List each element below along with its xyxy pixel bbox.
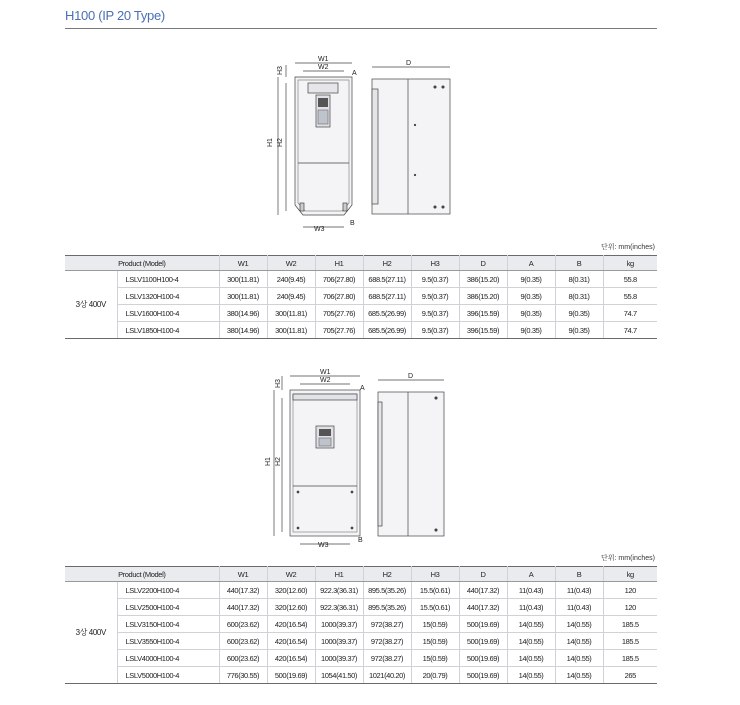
w2-cell: 320(12.60) <box>267 582 315 599</box>
h1-cell: 1000(39.37) <box>315 650 363 667</box>
h2-cell: 1021(40.20) <box>363 667 411 684</box>
col-w1: W1 <box>219 567 267 582</box>
col-kg: kg <box>603 567 657 582</box>
d-cell: 386(15.20) <box>459 288 507 305</box>
table-row <box>65 650 657 667</box>
kg-cell: 185.5 <box>603 650 657 667</box>
page-title: H100 (IP 20 Type) <box>65 8 165 23</box>
h2-cell: 685.5(26.99) <box>363 305 411 322</box>
table-header-row <box>65 567 657 582</box>
b-cell: 9(0.35) <box>555 322 603 339</box>
model-cell: LSLV1100H100-4 <box>117 271 219 288</box>
w1-cell: 600(23.62) <box>219 650 267 667</box>
w1-cell: 380(14.96) <box>219 322 267 339</box>
model-cell: LSLV1600H100-4 <box>117 305 219 322</box>
w2-cell: 320(12.60) <box>267 599 315 616</box>
table-row <box>65 305 657 322</box>
kg-cell: 120 <box>603 599 657 616</box>
d-cell: 440(17.32) <box>459 582 507 599</box>
model-cell: LSLV3550H100-4 <box>117 633 219 650</box>
model-cell: LSLV4000H100-4 <box>117 650 219 667</box>
model-cell: LSLV1850H100-4 <box>117 322 219 339</box>
a-cell: 11(0.43) <box>507 599 555 616</box>
d-cell: 500(19.69) <box>459 650 507 667</box>
h2-cell: 685.5(26.99) <box>363 322 411 339</box>
h3-cell: 9.5(0.37) <box>411 271 459 288</box>
dimension-drawing-large-frame <box>260 368 470 548</box>
dim-h1-label: H1 <box>267 138 274 147</box>
w2-cell: 240(9.45) <box>267 271 315 288</box>
b-cell: 11(0.43) <box>555 582 603 599</box>
dim-h1-label: H1 <box>265 457 272 466</box>
h3-cell: 20(0.79) <box>411 667 459 684</box>
h3-cell: 15(0.59) <box>411 650 459 667</box>
b-cell: 8(0.31) <box>555 288 603 305</box>
col-product: Product (Model) <box>65 567 219 582</box>
a-cell: 9(0.35) <box>507 305 555 322</box>
h2-cell: 972(38.27) <box>363 650 411 667</box>
a-cell: 9(0.35) <box>507 271 555 288</box>
a-cell: 9(0.35) <box>507 322 555 339</box>
table-row <box>65 288 657 305</box>
kg-cell: 55.8 <box>603 271 657 288</box>
h3-cell: 15.5(0.61) <box>411 582 459 599</box>
voltage-group: 3상 400V <box>65 271 117 339</box>
dim-w3-label: W3 <box>314 226 325 233</box>
dim-b-label: B <box>358 537 363 544</box>
col-product: Product (Model) <box>65 256 219 271</box>
h3-cell: 15.5(0.61) <box>411 599 459 616</box>
col-b: B <box>555 567 603 582</box>
d-cell: 500(19.69) <box>459 616 507 633</box>
col-d: D <box>459 567 507 582</box>
dim-b-label: B <box>350 220 355 227</box>
h2-cell: 688.5(27.11) <box>363 288 411 305</box>
b-cell: 14(0.55) <box>555 667 603 684</box>
spec-table-2 <box>65 566 657 684</box>
col-b: B <box>555 256 603 271</box>
kg-cell: 55.8 <box>603 288 657 305</box>
unit-note: 단위: mm(inches) <box>601 244 655 251</box>
col-w1: W1 <box>219 256 267 271</box>
model-cell: LSLV1320H100-4 <box>117 288 219 305</box>
col-w2: W2 <box>267 567 315 582</box>
d-cell: 440(17.32) <box>459 599 507 616</box>
w2-cell: 500(19.69) <box>267 667 315 684</box>
h1-cell: 1054(41.50) <box>315 667 363 684</box>
kg-cell: 74.7 <box>603 305 657 322</box>
h2-cell: 972(38.27) <box>363 616 411 633</box>
w1-cell: 600(23.62) <box>219 633 267 650</box>
w1-cell: 440(17.32) <box>219 582 267 599</box>
b-cell: 8(0.31) <box>555 271 603 288</box>
h2-cell: 895.5(35.26) <box>363 582 411 599</box>
h1-cell: 922.3(36.31) <box>315 599 363 616</box>
col-h1: H1 <box>315 256 363 271</box>
w1-cell: 300(11.81) <box>219 288 267 305</box>
col-h3: H3 <box>411 256 459 271</box>
h1-cell: 1000(39.37) <box>315 616 363 633</box>
dim-w2-label: W2 <box>318 64 329 71</box>
title-divider <box>65 28 657 29</box>
table-row <box>65 667 657 684</box>
voltage-group: 3상 400V <box>65 582 117 684</box>
col-a: A <box>507 567 555 582</box>
col-kg: kg <box>603 256 657 271</box>
h1-cell: 706(27.80) <box>315 271 363 288</box>
a-cell: 14(0.55) <box>507 633 555 650</box>
col-a: A <box>507 256 555 271</box>
d-cell: 396(15.59) <box>459 322 507 339</box>
h3-cell: 15(0.59) <box>411 633 459 650</box>
h3-cell: 9.5(0.37) <box>411 322 459 339</box>
col-h2: H2 <box>363 567 411 582</box>
a-cell: 14(0.55) <box>507 616 555 633</box>
d-cell: 500(19.69) <box>459 633 507 650</box>
table-header-row <box>65 256 657 271</box>
col-h2: H2 <box>363 256 411 271</box>
table-row <box>65 271 657 288</box>
dim-h3-label: H3 <box>275 379 282 388</box>
h2-cell: 972(38.27) <box>363 633 411 650</box>
col-h3: H3 <box>411 567 459 582</box>
d-cell: 396(15.59) <box>459 305 507 322</box>
w1-cell: 776(30.55) <box>219 667 267 684</box>
w1-cell: 300(11.81) <box>219 271 267 288</box>
dim-w2-label: W2 <box>320 377 331 384</box>
dim-w3-label: W3 <box>318 542 329 548</box>
unit-note: 단위: mm(inches) <box>601 555 655 562</box>
model-cell: LSLV3150H100-4 <box>117 616 219 633</box>
b-cell: 14(0.55) <box>555 650 603 667</box>
model-cell: LSLV5000H100-4 <box>117 667 219 684</box>
table-row <box>65 322 657 339</box>
table-row <box>65 582 657 599</box>
dim-w1-label: W1 <box>318 56 329 63</box>
dim-a-label: A <box>352 70 357 77</box>
col-w2: W2 <box>267 256 315 271</box>
w2-cell: 420(16.54) <box>267 616 315 633</box>
kg-cell: 185.5 <box>603 633 657 650</box>
table-row <box>65 616 657 633</box>
w1-cell: 440(17.32) <box>219 599 267 616</box>
a-cell: 14(0.55) <box>507 667 555 684</box>
w2-cell: 300(11.81) <box>267 322 315 339</box>
model-cell: LSLV2200H100-4 <box>117 582 219 599</box>
w2-cell: 420(16.54) <box>267 633 315 650</box>
d-cell: 500(19.69) <box>459 667 507 684</box>
col-d: D <box>459 256 507 271</box>
h1-cell: 705(27.76) <box>315 305 363 322</box>
h2-cell: 688.5(27.11) <box>363 271 411 288</box>
dimension-drawing-small-frame <box>260 55 470 235</box>
b-cell: 11(0.43) <box>555 599 603 616</box>
w1-cell: 600(23.62) <box>219 616 267 633</box>
dim-h2-label: H2 <box>277 138 284 147</box>
dim-d-label: D <box>408 373 414 380</box>
w2-cell: 240(9.45) <box>267 288 315 305</box>
dim-a-label: A <box>360 385 365 392</box>
b-cell: 9(0.35) <box>555 305 603 322</box>
spec-table-1 <box>65 255 657 339</box>
table-row <box>65 633 657 650</box>
dim-h2-label: H2 <box>275 457 282 466</box>
h2-cell: 895.5(35.26) <box>363 599 411 616</box>
w2-cell: 420(16.54) <box>267 650 315 667</box>
dim-w1-label: W1 <box>320 369 331 376</box>
a-cell: 9(0.35) <box>507 288 555 305</box>
kg-cell: 185.5 <box>603 616 657 633</box>
dim-d-label: D <box>406 60 412 67</box>
kg-cell: 265 <box>603 667 657 684</box>
col-h1: H1 <box>315 567 363 582</box>
w1-cell: 380(14.96) <box>219 305 267 322</box>
dim-h3-label: H3 <box>277 66 284 75</box>
w2-cell: 300(11.81) <box>267 305 315 322</box>
b-cell: 14(0.55) <box>555 633 603 650</box>
model-cell: LSLV2500H100-4 <box>117 599 219 616</box>
kg-cell: 74.7 <box>603 322 657 339</box>
d-cell: 386(15.20) <box>459 271 507 288</box>
a-cell: 11(0.43) <box>507 582 555 599</box>
h1-cell: 705(27.76) <box>315 322 363 339</box>
h3-cell: 15(0.59) <box>411 616 459 633</box>
h3-cell: 9.5(0.37) <box>411 288 459 305</box>
b-cell: 14(0.55) <box>555 616 603 633</box>
h3-cell: 9.5(0.37) <box>411 305 459 322</box>
a-cell: 14(0.55) <box>507 650 555 667</box>
kg-cell: 120 <box>603 582 657 599</box>
h1-cell: 922.3(36.31) <box>315 582 363 599</box>
h1-cell: 1000(39.37) <box>315 633 363 650</box>
table-row <box>65 599 657 616</box>
h1-cell: 706(27.80) <box>315 288 363 305</box>
